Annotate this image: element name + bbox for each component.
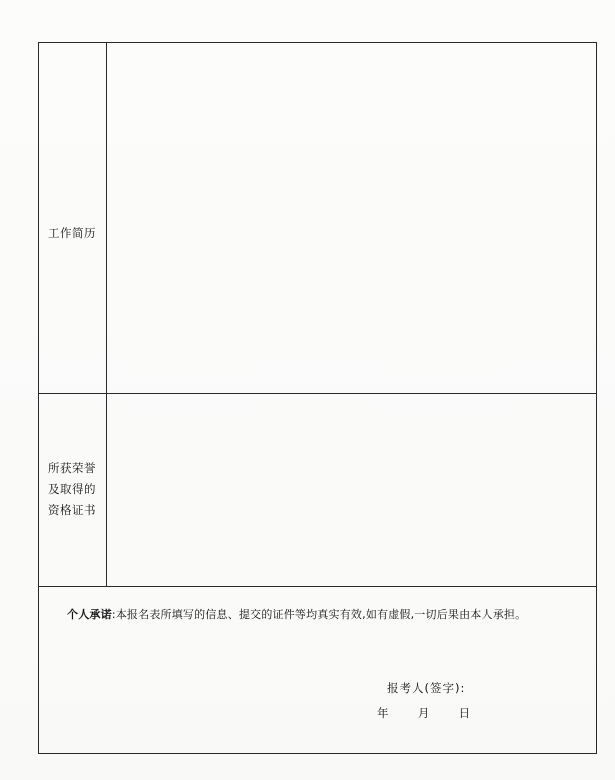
date-month-label: 月: [417, 706, 430, 720]
personal-promise-row: [39, 587, 596, 755]
date-day-label: 日: [458, 706, 471, 720]
honors-row: [39, 394, 596, 587]
honors-label-line: 及取得的: [48, 482, 96, 496]
work-history-row: [39, 43, 596, 394]
date-year-label: 年: [377, 706, 389, 720]
promise-title: 个人承诺: [67, 608, 112, 621]
signature-date: [377, 705, 470, 721]
honors-label-line: 所获荣誉: [48, 461, 96, 475]
registration-form-table: [38, 42, 597, 754]
work-history-label-cell: [39, 43, 107, 393]
promise-text: :本报名表所填写的信息、提交的证件等均真实有效,如有虚假,一切后果由本人承担。: [111, 608, 527, 621]
honors-label-line: 资格证书: [48, 503, 96, 517]
honors-content-cell[interactable]: [107, 394, 596, 586]
honors-label: [48, 458, 96, 521]
work-history-content-cell[interactable]: [107, 43, 596, 393]
signer-label: 报考人(签字):: [387, 681, 466, 695]
work-history-label: 工作简历: [48, 226, 96, 240]
honors-label-cell: [39, 394, 107, 586]
promise-statement: [67, 606, 526, 622]
